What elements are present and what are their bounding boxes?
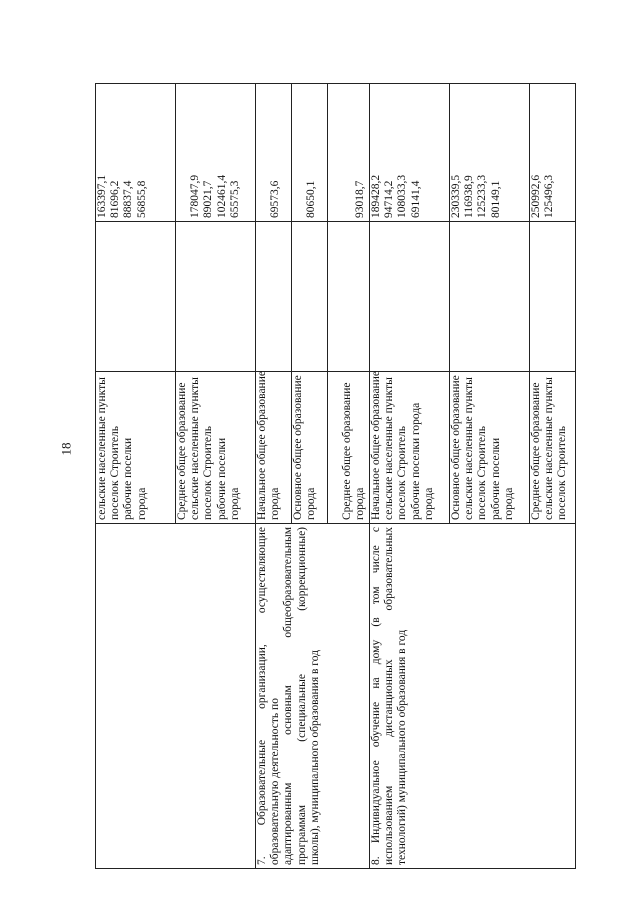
blank-cell xyxy=(292,222,328,372)
level-item: Среднее общее образование xyxy=(530,382,542,520)
value-item: 178047,9 xyxy=(189,174,202,218)
table-row xyxy=(256,84,292,869)
level-item: Начальное общее образование xyxy=(370,371,382,520)
level-item: Основное общее образование xyxy=(292,375,304,520)
blank-cell xyxy=(96,222,176,372)
level-item: Среднее общее образование xyxy=(176,382,188,520)
level-cell xyxy=(176,372,256,524)
value-cell xyxy=(328,84,370,222)
value-cell xyxy=(256,84,292,222)
value-item: 102461,4 xyxy=(215,174,228,218)
service-cell xyxy=(370,524,576,869)
blank-cell xyxy=(450,222,530,372)
value-item: 65575,3 xyxy=(228,180,241,218)
value-item: 80650,1 xyxy=(305,180,318,218)
blank-cell xyxy=(328,222,370,372)
service-cost-table xyxy=(95,83,576,869)
value-item: 56855,8 xyxy=(135,180,148,218)
value-item: 116938,9 xyxy=(463,175,476,218)
service-cell xyxy=(96,524,256,869)
value-item: 250992,6 xyxy=(530,174,542,218)
value-item: 81696,2 xyxy=(109,180,122,218)
value-item: 69573,6 xyxy=(269,180,282,218)
service-line: использованием дистанционных образовательных xyxy=(383,527,396,865)
level-item: рабочие поселки xyxy=(215,437,228,520)
level-item: рабочие поселки xyxy=(489,437,502,520)
service-cell xyxy=(256,524,370,869)
level-cell xyxy=(370,372,450,524)
level-item: сельские населенные пункты xyxy=(189,377,202,520)
value-item: 69141,4 xyxy=(409,180,422,218)
value-cell xyxy=(176,84,256,222)
level-item: поселок Строитель xyxy=(556,426,569,520)
level-item: поселок Строитель xyxy=(476,426,489,520)
value-cell xyxy=(450,84,530,222)
level-item: поселок Строитель xyxy=(109,426,122,520)
level-item: города xyxy=(269,487,282,520)
value-item: 108033,3 xyxy=(396,174,409,218)
value-cell xyxy=(370,84,450,222)
level-cell xyxy=(256,372,292,524)
blank-cell xyxy=(530,222,576,372)
level-cell xyxy=(450,372,530,524)
blank-cell xyxy=(370,222,450,372)
service-line: образовательную деятельность по xyxy=(269,698,282,865)
value-cell xyxy=(292,84,328,222)
level-item: поселок Строитель xyxy=(202,426,215,520)
value-item: 94714,2 xyxy=(383,180,396,218)
level-cell xyxy=(292,372,328,524)
service-line: программам (специальные (коррекционные) xyxy=(295,527,308,865)
level-cell xyxy=(530,372,576,524)
value-item: 125233,3 xyxy=(476,174,489,218)
value-item: 230339,5 xyxy=(450,174,462,218)
blank-cell xyxy=(256,222,292,372)
level-cell xyxy=(328,372,370,524)
level-item: рабочие поселки xyxy=(122,437,135,520)
level-item: сельские населенные пункты xyxy=(543,377,556,520)
level-item: города xyxy=(135,487,148,520)
level-item: поселок Строитель xyxy=(396,426,409,520)
level-item: сельские населенные пункты xyxy=(96,377,108,520)
value-item: 125496,3 xyxy=(543,174,556,218)
level-item: города xyxy=(502,487,515,520)
service-line: адаптированным основным общеобразовательным xyxy=(282,527,295,865)
value-cell xyxy=(530,84,576,222)
level-item: города xyxy=(228,487,241,520)
table-row xyxy=(96,84,176,869)
value-item: 163397,1 xyxy=(96,174,108,218)
service-line: школы), муниципального образования в год xyxy=(308,650,321,865)
level-item: Среднее общее образование xyxy=(341,382,354,520)
value-item: 88837,4 xyxy=(122,180,135,218)
level-item: города xyxy=(422,487,435,520)
level-item: сельские населенные пункты xyxy=(383,377,396,520)
level-item: города xyxy=(305,487,318,520)
level-item: Основное общее образование xyxy=(450,375,462,520)
level-cell xyxy=(96,372,176,524)
level-item: сельские населенные пункты xyxy=(463,377,476,520)
service-line: 7. Образовательные организации, осуществляющие xyxy=(256,527,268,865)
service-line: технологий) муниципального образования в год xyxy=(396,629,409,865)
rotated-table-sheet xyxy=(95,84,577,869)
page-number: 18 xyxy=(58,442,74,456)
value-cell xyxy=(96,84,176,222)
level-item: Начальное общее образование xyxy=(256,371,268,520)
value-item: 89021,7 xyxy=(202,180,215,218)
blank-cell xyxy=(176,222,256,372)
value-item: 93018,7 xyxy=(354,180,367,218)
level-item: рабочие поселки города xyxy=(409,402,422,520)
table-row xyxy=(370,84,450,869)
service-line: 8. Индивидуальное обучение на дому (в том числе с xyxy=(370,527,382,865)
value-item: 80149,1 xyxy=(489,180,502,218)
level-item: города xyxy=(354,487,367,520)
value-item: 189428,2 xyxy=(370,174,382,218)
